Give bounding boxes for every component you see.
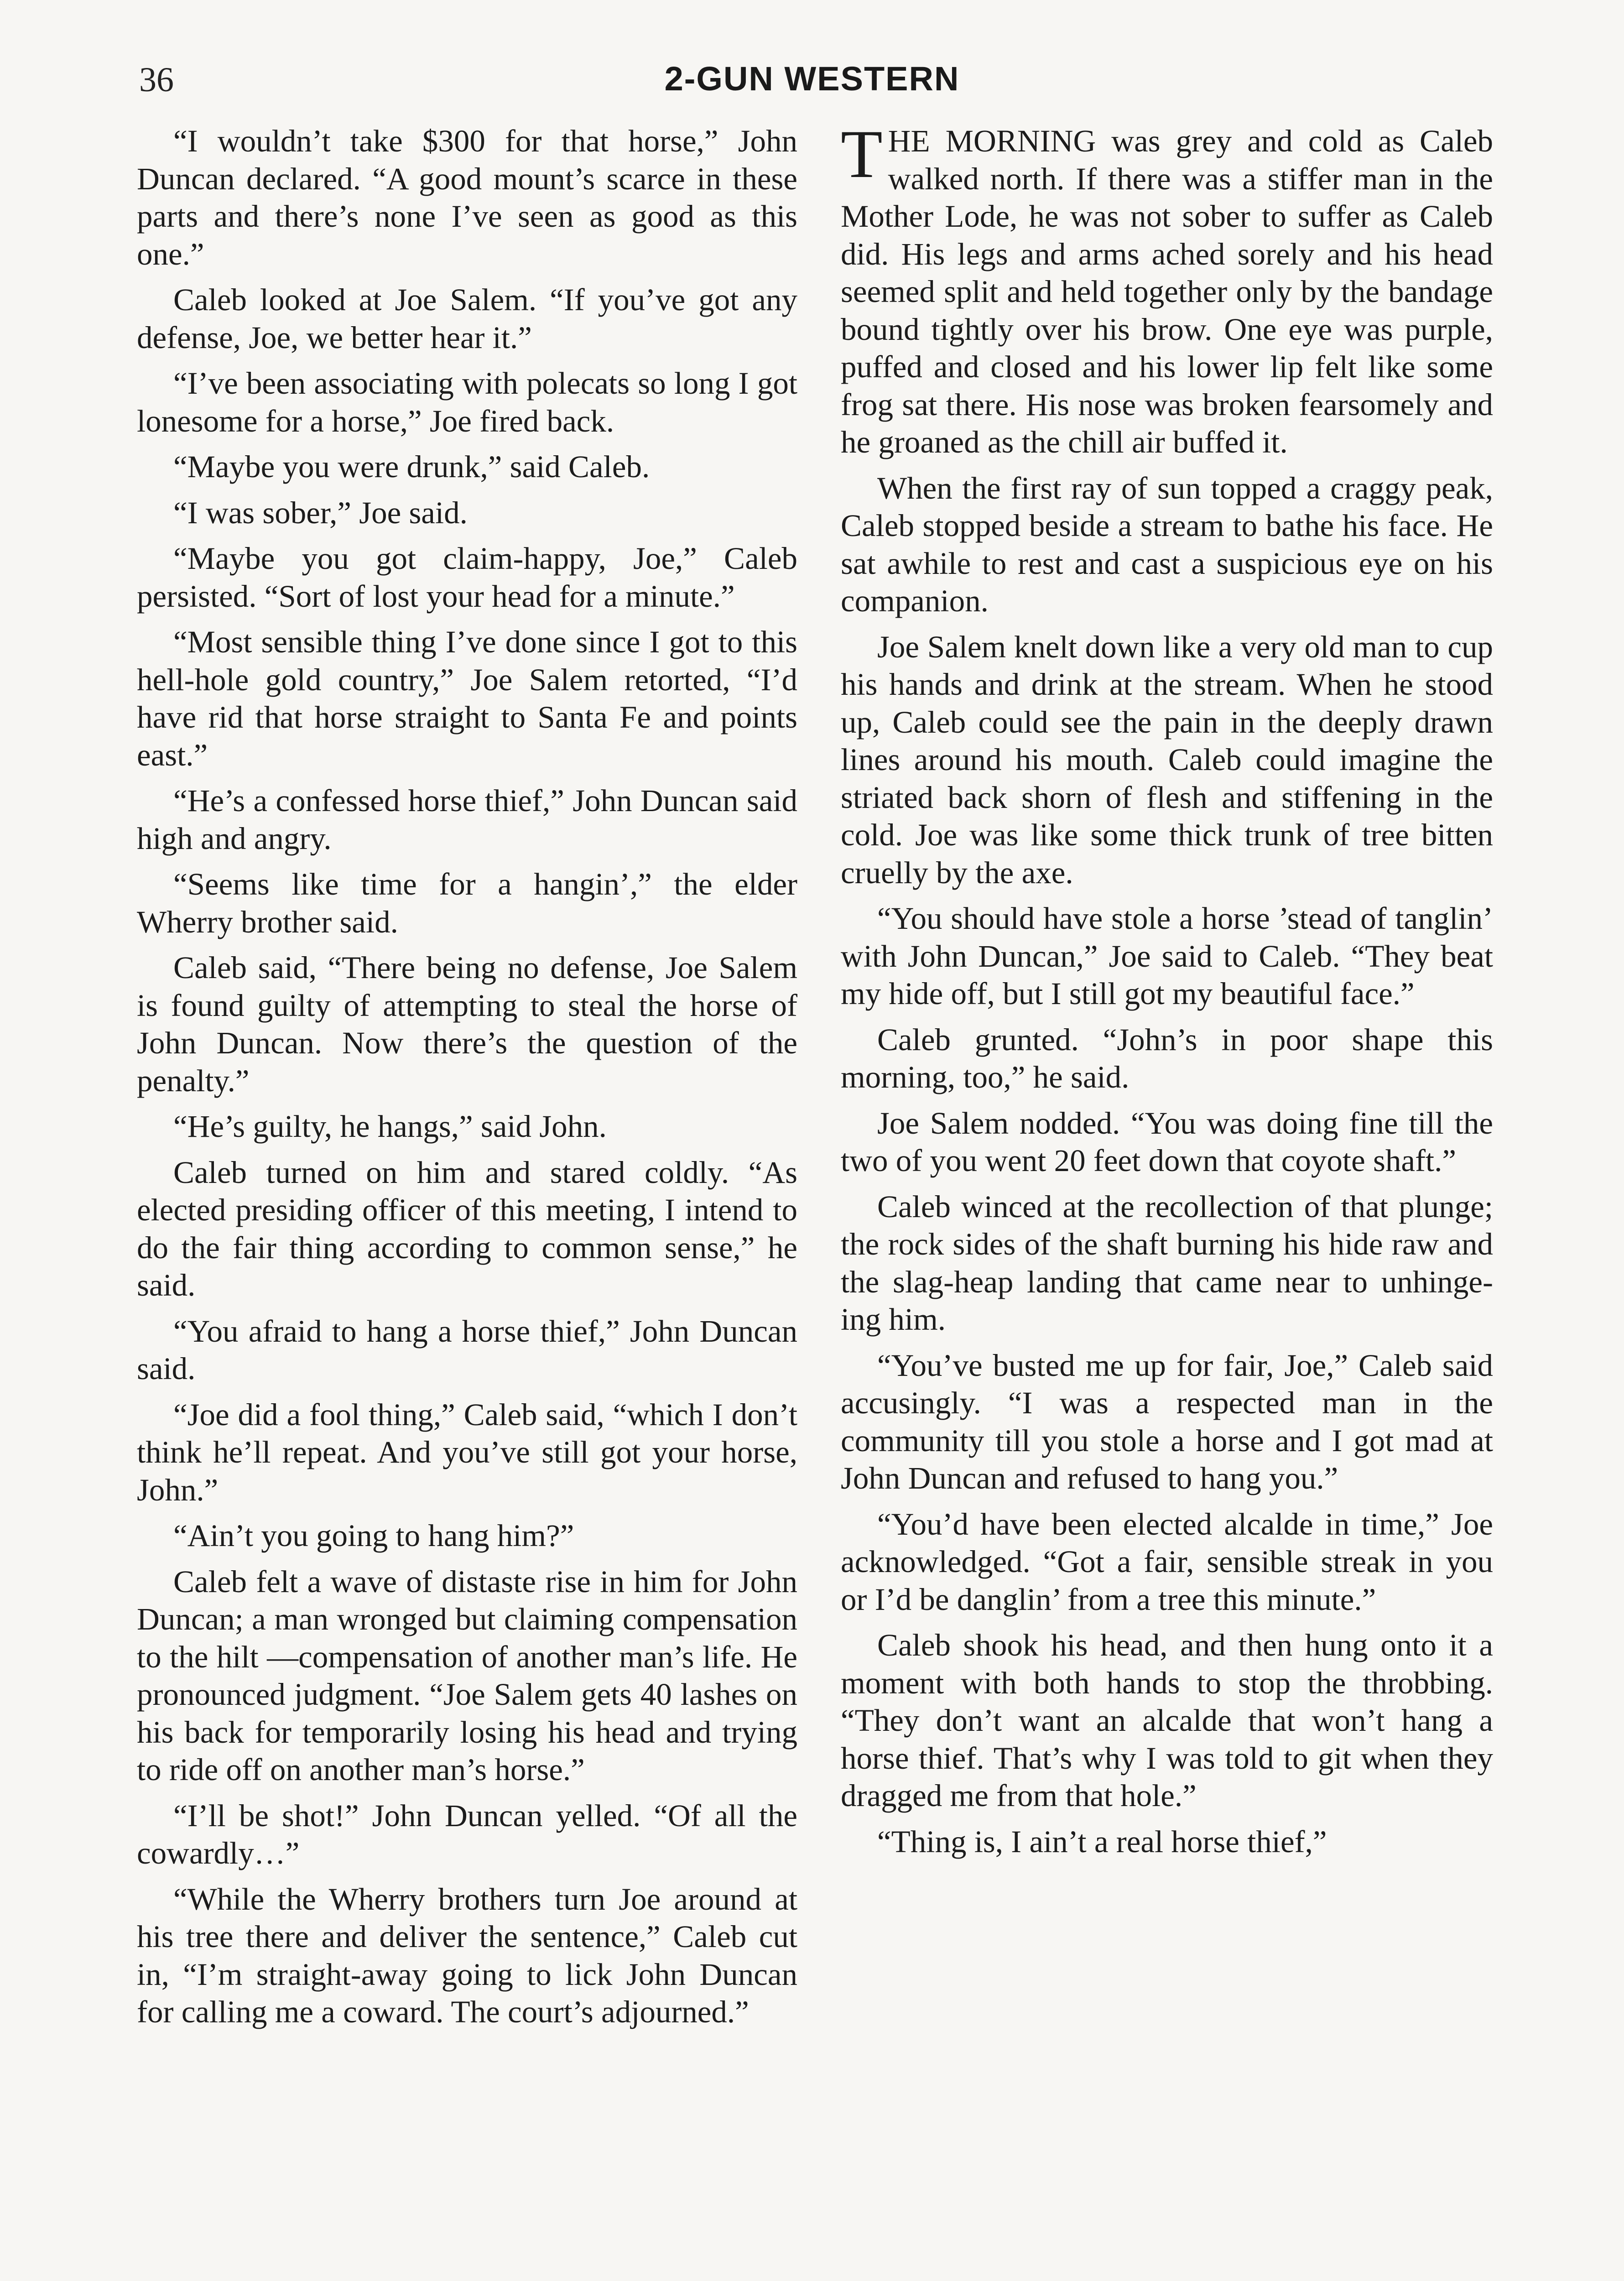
paragraph: “He’s a confessed horse thief,” John Duncan said high and angry. bbox=[137, 783, 797, 856]
paragraph: “Ain’t you going to hang him?” bbox=[173, 1518, 574, 1553]
paragraph: Caleb looked at Joe Salem. “If you’ve got any defense, Joe, we better hear it.” bbox=[137, 282, 797, 355]
paragraph: “Maybe you were drunk,” said Caleb. bbox=[173, 449, 650, 484]
paragraph: “You should have stole a horse ’stead of tanglin’ with John Duncan,” Joe said to Caleb. “They beat my hide off, but I still got my beautiful face.” bbox=[841, 901, 1493, 1011]
paragraph: “Maybe you got claim-happy, Joe,” Caleb persisted. “Sort of lost your head for a minute.” bbox=[137, 541, 797, 614]
running-head: 2-GUN WESTERN bbox=[664, 60, 960, 98]
drop-cap: T bbox=[841, 116, 883, 192]
paragraph: Caleb winced at the recollection of that plunge; the rock sides of the shaft burning his hide raw and the slag-heap landing that came near to unhinge-ing him. bbox=[841, 1189, 1493, 1337]
paragraph: When the first ray of sun topped a craggy peak, Caleb stopped beside a stream to bathe his face. He sat awhile to rest and cast a suspicious eye on his companion. bbox=[841, 470, 1493, 618]
paragraph: “While the Wherry brothers turn Joe around at his tree there and deliver the sentence,” Caleb cut in, “I’m straight-away going to lick John Duncan for calling me a coward. The court’s adjourned.” bbox=[137, 1881, 797, 2029]
right-column bbox=[841, 116, 1493, 1869]
paragraph: “I wouldn’t take $300 for that horse,” John Duncan declared. “A good mount’s scarce in these parts and there’s none I’ve seen as good as this one.” bbox=[137, 124, 797, 271]
paragraph: Caleb turned on him and stared coldly. “As elected presiding officer of this meeting, I intend to do the fair thing according to common sense,” he said. bbox=[137, 1155, 797, 1302]
paragraph: Caleb shook his head, and then hung onto it a moment with both hands to stop the throbbing. “They don’t want an alcalde that won’t hang a horse thief. That’s why I was told to git when they dragged me from that hole.” bbox=[841, 1628, 1493, 1813]
paragraph: Caleb felt a wave of distaste rise in him for John Duncan; a man wronged but claiming compensation to the hilt —compensation of another man’s life. He pronounced judgment. “Joe Salem gets 40 lashes on his back for temporarily losing his head and trying to ride off on another man’s horse.” bbox=[137, 1564, 797, 1787]
opening-paragraph bbox=[841, 116, 1493, 461]
paragraph: Caleb grunted. “John’s in poor shape this morning, too,” he said. bbox=[841, 1022, 1493, 1094]
paragraph: “I’ve been associating with polecats so long I got lonesome for a horse,” Joe fired back. bbox=[137, 366, 797, 438]
left-column bbox=[137, 122, 797, 2039]
paragraph: “Joe did a fool thing,” Caleb said, “which I don’t think he’ll repeat. And you’ve still got your horse, John.” bbox=[137, 1397, 797, 1507]
paragraph: “You’ve busted me up for fair, Joe,” Caleb said accusingly. “I was a respected man in the community till you stole a horse and I got mad at John Duncan and refused to hang you.” bbox=[841, 1348, 1493, 1495]
paragraph: Caleb said, “There being no defense, Joe Salem is found guilty of attempting to steal the horse of John Duncan. Now there’s the question of the penalty.” bbox=[137, 950, 797, 1098]
paragraph: Joe Salem nodded. “You was doing fine till the two of you went 20 feet down that coyote shaft.” bbox=[841, 1105, 1493, 1178]
paragraph: “Thing is, I ain’t a real horse thief,” bbox=[877, 1824, 1327, 1859]
paragraph: “I was sober,” Joe said. bbox=[173, 495, 468, 530]
page-number: 36 bbox=[139, 61, 174, 99]
paragraph: “You afraid to hang a horse thief,” John Duncan said. bbox=[137, 1313, 797, 1386]
paragraph: “Most sensible thing I’ve done since I got to this hell-hole gold country,” Joe Salem retorted, “I’d have rid that horse straight to Santa Fe and points east.” bbox=[137, 625, 797, 772]
paragraph: “He’s guilty, he hangs,” said John. bbox=[173, 1109, 607, 1144]
paragraph: “I’ll be shot!” John Duncan yelled. “Of all the cowardly…” bbox=[137, 1798, 797, 1870]
paragraph: “Seems like time for a hangin’,” the elder Wherry brother said. bbox=[137, 867, 797, 939]
opening-text: HE MORNING was grey and cold as Caleb walked north. If there was a stiffer man in the Mother Lode, he was not sober to suffer as Caleb did. His legs and arms ached sorely and his head seemed split and held together only by the bandage bound tightly over his brow. One eye was purple, puffed and closed and his lower lip felt like some frog sat there. His nose was broken fearsomely and he groaned as the chill air buffed it. bbox=[841, 124, 1493, 459]
paragraph: “You’d have been elected alcalde in time,” Joe acknowledged. “Got a fair, sensible streak in you or I’d be danglin’ from a tree this minute.” bbox=[841, 1506, 1493, 1617]
paragraph: Joe Salem knelt down like a very old man to cup his hands and drink at the stream. When he stood up, Caleb could see the pain in the deeply drawn lines around his mouth. Caleb could imagine the striated back shorn of flesh and stiffening in the cold. Joe was like some thick trunk of tree bitten cruelly by the axe. bbox=[841, 629, 1493, 890]
